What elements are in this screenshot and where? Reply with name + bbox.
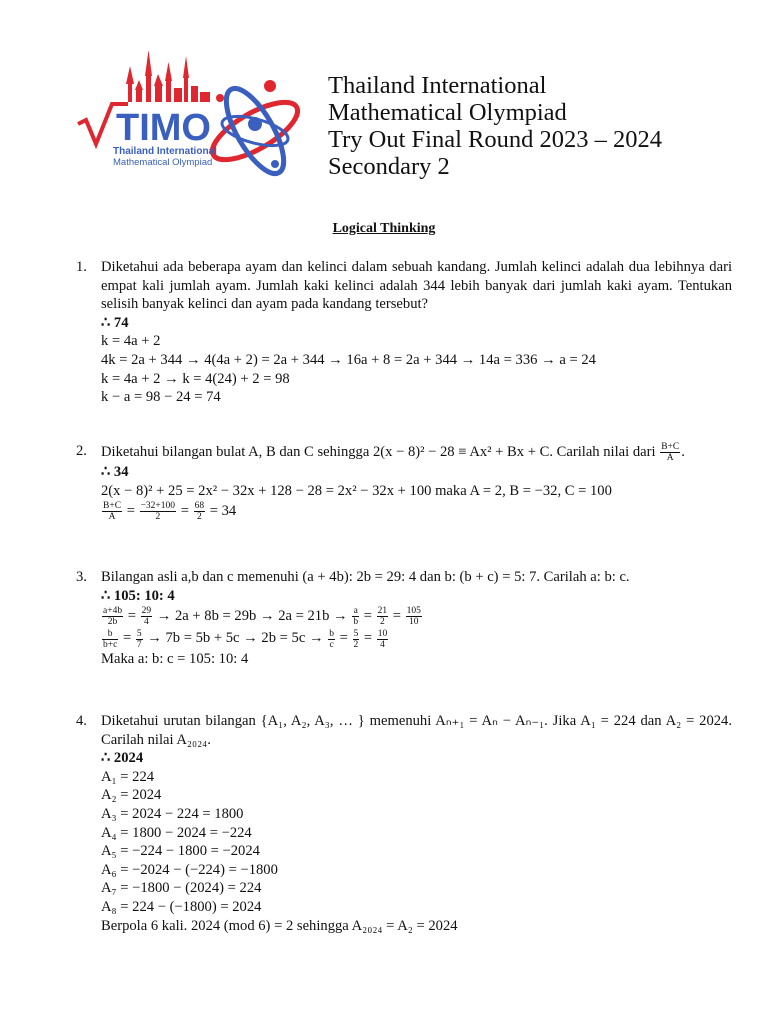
denominator: 2 [353,639,359,650]
question-number: 4. [76,713,87,729]
fraction [102,606,123,627]
solution-line: A₈ = 224 − (−1800) = 2024 [101,898,262,915]
solution-text: → 7b = 5b + 5c → 2b = 5c → [147,630,324,647]
document-title [328,72,662,180]
solution-line: k = 4a + 2 [101,333,161,350]
denominator: 4 [380,639,385,650]
logo-text [113,146,217,168]
solution-line: A₆ = −2024 − (−224) = −1800 [101,861,278,878]
numerator: 29 [141,606,152,617]
question-number: 3. [76,569,87,585]
question-4 [76,712,732,935]
section-title: Logical Thinking [332,221,436,236]
title-line-3: Try Out Final Round 2023 – 2024 [328,126,662,153]
fraction [328,629,335,650]
solution-line: 4k = 2a + 344 → 4(4a + 2) = 2a + 344 → 16a + 8 = 2a + 344 → 14a = 336 → a = 24 [101,351,596,368]
numerator: 21 [377,606,388,617]
question-number: 2. [76,443,87,459]
denominator: 2b [107,617,118,628]
numerator: b [102,629,118,640]
solution-line: Maka a: b: c = 105: 10: 4 [101,650,249,667]
solution-line: A₁ = 224 [101,768,155,785]
denominator: b+c [103,639,118,650]
solution-line: Berpola 6 kali. 2024 (mod 6) = 2 sehingga A₂₀₂₄ = A₂ = 2024 [101,917,458,934]
answer: ∴ 34 [101,464,129,480]
solution-line: A₂ = 2024 [101,787,162,804]
question-stem: Diketahui ada beberapa ayam dan kelinci dalam sebuah kandang. Jumlah kelinci adalah dua lebihnya dari empat kali jumlah ayam. Jumlah kaki kelinci adalah 344 lebih banyak dari jumlah kaki ayam. Tentukan selisih banyak kelinci dan ayam pada kandang tersebut? [101,259,732,313]
title-line-4: Secondary 2 [328,153,450,180]
numerator: a [353,606,358,617]
equals: = [180,503,189,520]
denominator: 10 [409,617,419,628]
question-stem: Bilangan asli a,b dan c memenuhi (a + 4b): 2b = 29: 4 dan b: (b + c) = 5: 7. Carilah a: b: c. [101,569,630,585]
title-line-1: Thailand International [328,72,547,99]
question-stem: Diketahui urutan bilangan {A₁, A₂, A₃, … } memenuhi Aₙ₊₁ = Aₙ − Aₙ₋₁. Jika A₁ = 224 dan A₂ = 2024. Carilah nilai A₂₀₂₄. [101,713,732,748]
solution-line [101,500,732,522]
denominator: 4 [143,617,149,628]
answer: ∴ 105: 10: 4 [101,587,175,604]
denominator: A [108,512,116,523]
solution-line: A₃ = 2024 − 224 = 1800 [101,805,244,822]
stem-text: Diketahui bilangan bulat A, B dan C sehingga 2(x − 8)² − 28 ≡ Ax² + Bx + C. Carilah nilai dari [101,443,656,460]
solution-line: A₇ = −1800 − (2024) = 224 [101,880,262,897]
solution-text: → 2a + 8b = 29b → 2a = 21b → [156,608,348,625]
solution-line: 2(x − 8)² + 25 = 2x² − 32x + 128 − 28 = 2x² − 32x + 100 maka A = 2, B = −32, C = 100 [101,482,612,499]
denominator: 2 [379,617,385,628]
question-2 [76,442,732,522]
denominator: b [353,617,359,628]
fraction [141,606,153,627]
solution-line: A₄ = 1800 − 2024 = −224 [101,824,252,841]
svg-text:TIMO: TIMO [116,107,211,149]
denominator: 7 [136,639,142,650]
numerator: a+4b [103,606,123,617]
numerator: B+C [103,501,122,512]
numerator: b [329,628,334,639]
question-3 [76,568,732,668]
solution-line: $\frac{a+4b}{2b}$ = $\frac{29}{4}$ → 2a + 8b = 29b → 2a = 21b → $\frac{a}{b}$ = $\frac{21}{2}$ = $\frac{105}{10}$ [103,606,421,628]
solution-line: k − a = 98 − 24 = 74 [101,389,221,406]
logo-line2: Mathematical Olympiad [113,157,213,168]
solution-line: A₅ = −224 − 1800 = −2024 [101,843,260,860]
fraction [194,501,206,522]
fraction [377,629,389,650]
stem-text: . [681,443,685,460]
result: = 34 [209,503,237,520]
denominator: 2 [196,512,202,523]
answer: ∴ 74 [101,314,129,331]
logo-line1: Thailand International [113,146,217,157]
fraction [102,501,122,522]
question-1 [76,258,732,407]
solution-line: $\frac{b}{b+c}$ = $\frac{5}{7}$ → 7b = 5b + 5c → 2b = 5c → $\frac{b}{c}$ = $\frac{5}{2}$ = $\frac{10}{4}$ [103,628,388,650]
numerator: 105 [406,606,421,617]
answer: ∴ 2024 [101,750,144,767]
fraction [136,629,143,650]
equals: = [126,503,135,520]
denominator: A [666,453,674,463]
header [0,0,768,200]
numerator: 5 [136,628,142,639]
fraction [102,629,118,650]
question-stem [101,442,732,463]
denominator: 2 [155,512,161,523]
fraction [352,606,359,627]
fraction [660,442,680,463]
fraction [140,501,176,522]
fraction [406,606,422,627]
fraction [377,606,389,627]
title-line-2: Mathematical Olympiad [328,99,567,126]
question-number: 1. [76,259,87,275]
solution-line: k = 4a + 2 → k = 4(24) + 2 = 98 [101,370,290,387]
fraction [353,629,360,650]
numerator: 10 [377,628,388,639]
numerator: B+C [661,442,680,452]
numerator: 5 [353,628,359,639]
denominator: c [329,639,334,650]
numerator: 68 [194,501,205,512]
numerator: −32+100 [140,501,176,512]
